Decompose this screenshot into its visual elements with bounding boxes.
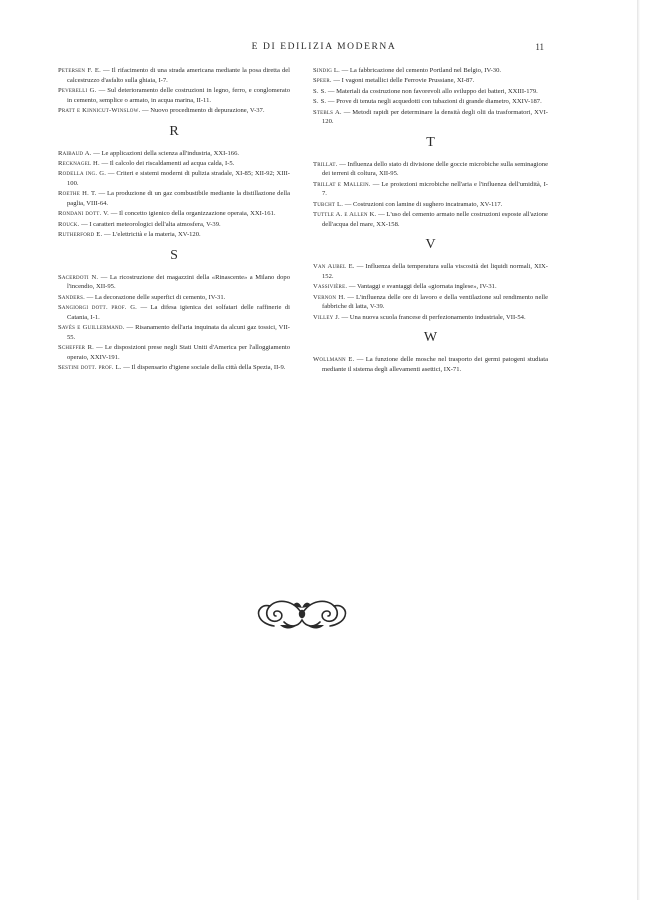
entry-author: Petersen F. E. [58, 67, 101, 74]
index-entry [58, 273, 290, 292]
entry-text: — Nuovo procedimento di depurazione, V-37. [140, 106, 265, 114]
entry-text: — Prove di tenuta negli acquedotti con tubazioni di grande diametro, XXIV-187. [326, 98, 542, 106]
index-entry [313, 210, 548, 229]
index-entry [313, 282, 548, 292]
entry-text: — Il calcolo dei riscaldamenti ad acqua calda, I-5. [99, 159, 235, 167]
entry-text: — Una nuova scuola francese di perfezionamento industriale, VII-54. [339, 313, 526, 321]
index-entry [313, 160, 548, 179]
page-header [0, 42, 648, 56]
entry-text: — La funzione delle mosche nel trasporto dei germi patogeni studiata mediante il sistema degli allevamenti asettici, IX-71. [322, 356, 548, 373]
index-entry [313, 262, 548, 281]
entry-author: Trillat. [313, 160, 338, 168]
entry-text: — Il rifacimento di una strada americana mediante la posa diretta del calcestruzzo d'asfalto sulla ghiaia, I-7. [67, 67, 290, 84]
entry-author: Vernon H. [313, 293, 346, 301]
entries-v [313, 262, 548, 322]
entry-text: — La fabbricazione del cemento Portland nel Belgio, IV-30. [339, 67, 502, 74]
entry-text: — La decorazione delle superfici di cemento, IV-31. [84, 293, 226, 301]
index-entry [58, 323, 290, 342]
entries-r [58, 149, 290, 240]
index-entry [313, 293, 548, 312]
entry-author: S. S. [313, 87, 327, 95]
entry-author: Sanders. [58, 293, 85, 301]
index-entry [58, 220, 290, 230]
entry-author: Raibaud A. [58, 149, 92, 157]
entry-author: Stebls A. [313, 108, 342, 116]
entry-author: Vassivière. [313, 283, 348, 291]
entry-text: — Criteri e sistemi moderni di pulizia stradale, XI-85; XII-92; XIII-100. [67, 170, 290, 187]
entry-author: Rutherford E. [58, 231, 103, 239]
section-heading-r: R [169, 123, 179, 139]
entry-text: — I vagoni metallici delle Ferrovie Prussiane, XI-87. [331, 77, 475, 85]
entry-author: Pratt e Kinnicut-Winslow. [58, 106, 141, 114]
index-entry [58, 230, 290, 240]
index-entry [313, 180, 548, 199]
entry-author: Wollmann E. [313, 356, 355, 364]
index-entry [58, 149, 290, 159]
index-entry [313, 97, 548, 107]
entry-author: Villey J. [313, 313, 340, 321]
index-entry [313, 108, 548, 127]
page-edge-shadow [637, 0, 640, 900]
entry-text: — I caratteri meteorologici dell'alta atmosfera, V-39. [79, 220, 221, 228]
entry-text: — L'uso del cemento armato nelle costruzioni esposte all'azione dell'acqua del mare, XX-158. [322, 211, 548, 228]
entry-text: — Il dispensario d'igiene sociale della città della Spezia, II-9. [121, 364, 286, 372]
page-number: 11 [535, 42, 544, 52]
index-entry [313, 76, 548, 86]
index-entry [58, 106, 290, 116]
entry-author: Sindig L. [313, 67, 340, 74]
index-entry [58, 363, 290, 373]
index-entry [58, 169, 290, 188]
entry-author: Savès e Guillermand. [58, 324, 125, 332]
entry-text: — L'elettricità e la materia, XV-120. [102, 231, 201, 239]
index-entry [58, 209, 290, 219]
entry-author: Speer. [313, 77, 332, 85]
entry-author: Recknagel H. [58, 159, 100, 167]
entry-author: Rouck. [58, 220, 80, 228]
entry-author: Trillat e Mallein. [313, 180, 371, 188]
entries-s [58, 273, 290, 373]
entry-text: — Metodi rapidi per determinare la densità degli olii da trasformatori, XVI-120. [322, 108, 548, 126]
decorative-ornament [254, 592, 350, 634]
entry-author: Tuttle A. e Allen K. [313, 211, 377, 219]
entry-author: Peverelli G. [58, 86, 97, 94]
entry-text: — Influenza dello stato di divisione delle goccie microbiche sulla seminagione dei terreni di coltura, XII-95. [322, 160, 548, 178]
left-column [58, 66, 290, 373]
entry-text: — La produzione di un gaz combustibile mediante la distillazione della paglia, VIII-64. [67, 190, 290, 207]
entry-text: — La ricostruzione dei magazzini della «Rinascente» a Milano dopo l'incendio, XII-95. [67, 273, 290, 291]
index-entry [58, 159, 290, 169]
entry-text: — Le disposizioni prese negli Stati Uniti d'America per l'alloggiamento operaio, XXIV-191. [67, 344, 290, 361]
entry-text: — Le proiezioni microbiche nell'aria e l'influenza dell'umidità, I-7. [322, 180, 548, 198]
right-column [313, 66, 548, 375]
section-heading-t: T [426, 134, 435, 150]
entries-s-continued [313, 66, 548, 127]
entry-author: S. S. [313, 98, 327, 106]
entry-author: Rodella ing. G. [58, 170, 107, 178]
entry-author: Rondani dott. V. [58, 210, 110, 218]
index-entry [58, 343, 290, 362]
entry-text: — Influenza della temperatura sulla viscosità dei liquidi normali, XIX-152. [322, 263, 548, 280]
entry-author: Sestini dott. prof. L. [58, 364, 122, 372]
index-entry [313, 87, 548, 97]
index-entry [313, 200, 548, 210]
index-entry [313, 313, 548, 323]
index-entry [58, 86, 290, 105]
entry-text: — Risanamento dell'aria inquinata da alcuni gaz tossici, VII-55. [67, 324, 290, 341]
entry-author: Sangiorgi dott. prof. G. [58, 304, 138, 312]
entry-text: — La difesa igienica dei solfatari delle raffinerie di Catania, I-1. [67, 304, 290, 321]
entry-author: Tubcht L. [313, 200, 344, 208]
entry-text: — Le applicazioni della scienza all'industria, XXI-166. [91, 149, 240, 157]
entry-text: — Sul deterioramento delle costruzioni in legno, ferro, e conglomerato in cemento, semplice o armato, in acqua marina, II-11. [67, 86, 290, 104]
index-entry [58, 303, 290, 322]
running-title: E DI EDILIZIA MODERNA [251, 42, 397, 52]
entry-text: — Vantaggi e svantaggi della «giornata inglese», IV-31. [347, 283, 497, 291]
index-entry [313, 66, 548, 76]
entries-p [58, 66, 290, 116]
index-entry [58, 293, 290, 303]
entries-w [313, 355, 548, 374]
index-entry [58, 66, 290, 85]
entry-author: Van Aubel E. [313, 263, 355, 271]
entry-text: — Il concetto igienico della organizzazione operaia, XXI-161. [109, 210, 276, 218]
entry-text: — Materiali da costruzione non favorevoli allo sviluppo dei batteri, XXIII-179. [326, 87, 538, 95]
section-heading-s: S [170, 247, 178, 263]
entry-text: — L'influenza delle ore di lavoro e della ventilazione sul rendimento nelle fabbriche di latta, V-39. [322, 293, 548, 311]
entry-text: — Costruzioni con lamine di sughero incatramato, XV-117. [343, 200, 503, 208]
section-heading-v: V [425, 237, 436, 253]
entries-t [313, 160, 548, 230]
index-entry [313, 355, 548, 374]
entry-author: Roethe H. T. [58, 190, 97, 198]
section-heading-w: W [423, 330, 438, 346]
index-entry [58, 189, 290, 208]
entry-author: Scheffer R. [58, 344, 95, 352]
entry-author: Sacerdoti N. [58, 273, 99, 281]
